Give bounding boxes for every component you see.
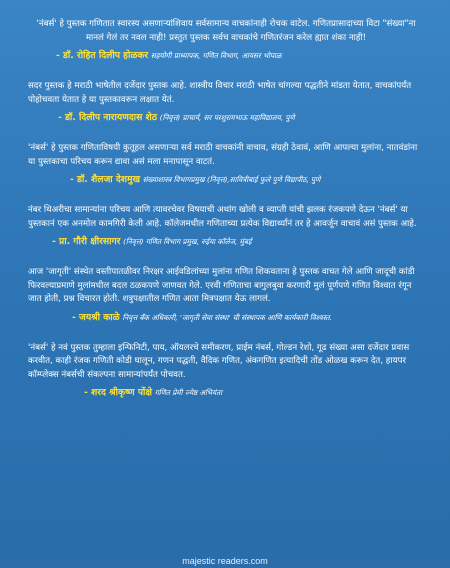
testimonial-attribution: [28, 173, 424, 186]
testimonial-text: 'नंबर्स' हे पुस्तक गणिताविषयी कुतूहल असणाऱ्या सर्व मराठी वाचकांनी वाचाव, संग्रही ठेवावं, आणि आपल्या मुलांना, नातवंडांना या पुस्तकाचा परिचय करून द्यावा असं मला मनापासून वाटतं.: [28, 143, 418, 167]
author-name: - डॉ. शैलजा देशमुख: [70, 174, 141, 185]
author-name: - डॉ. दिलीप नारायणदास शेठ: [58, 112, 158, 123]
author-description: गणित प्रेमी ज्येष्ठ अभियंता: [154, 388, 223, 397]
testimonial-5: [28, 266, 424, 324]
author-name: - जयश्री काळे: [72, 311, 120, 323]
author-name: - शरद श्रीकृष्ण पोंक्षे: [84, 387, 153, 398]
testimonial-1: [28, 18, 424, 62]
testimonial-text: नंबर थिअरीचा सामान्यांना परिचय आणि त्यावरचेवर विषयाची अथांग खोली व व्याप्ती यांची झलक रंजकपणे देऊन 'नंबर्स' या पुस्तकानं एक अनमोल कामगिरी केली आहे. कॉलेजमधील गणिताच्या प्रत्येक विद्यार्थ्यांनं तर हे आवर्जून वाचावं असं पुस्तक आहे.: [28, 205, 417, 229]
author-description: सहयोगी प्राध्यापक, गणित विभाग, आयसर भोपाळ: [150, 51, 282, 60]
testimonial-attribution: [28, 235, 424, 248]
testimonial-attribution: [28, 111, 424, 124]
testimonial-4: [28, 204, 424, 248]
author-name: - डॉ. रोहित दिलीप होळकर: [56, 50, 149, 61]
testimonial-text: सदर पुस्तक हे मराठी भाषेतील दर्जेदार पुस्तक आहे. शास्त्रीय विचार मराठी भाषेत चांगल्या पद्धतीने मांडता येतात, वाचकांपर्यंत पोहोचवता येतात हे या पुस्तकावरून लक्षात येतं.: [28, 81, 412, 105]
publisher-url: majestic readers.com: [182, 556, 268, 566]
testimonial-3: [28, 142, 424, 186]
author-description: (निवृत्त) प्राचार्य, सर परशुरामभाऊ महाविद्यालय, पुणे: [159, 113, 295, 122]
testimonial-attribution: [28, 386, 424, 399]
testimonial-attribution: [28, 49, 424, 62]
testimonial-attribution: [28, 311, 424, 324]
testimonial-2: [28, 80, 424, 124]
testimonial-text: 'नंबर्स' हे नवं पुस्तक तुम्हाला इन्फिनिटी, पाय, ऑयलरचे समीकरण, प्राईम नंबर्स, गोल्डन रेशो, गूढ संख्या असा दर्जेदार प्रवास करवीत, काही रंजक गणिती कोडी घालून, गणन पद्धती, वैदिक गणित, अंकगणित इत्यादिची तोंड ओळख करून देत, हायपर कॉम्प्लेक्स नंबर्सची संकल्पना सामान्यांपर्यंत पोचवत.: [28, 342, 410, 380]
author-name: - प्रा. गौरी क्षीरसागर: [52, 236, 121, 247]
author-description: निवृत्त बँक अधिकारी, 'जागृती सेवा संस्था' ची संस्थापक आणि कार्यकारी विश्वस्त.: [122, 312, 332, 322]
author-description: (निवृत्त) गणित विभाग प्रमुख, रुईया कॉलेज, मुंबई: [123, 237, 252, 246]
author-description: संख्याशास्त्र विभागप्रमुख (निवृत्त),सावित्रीबाई फुले पुणे विद्यापीठ, पुणे: [142, 175, 321, 184]
testimonial-text: आज 'जागृती' संस्थेत वस्तीपातळीवर निरक्षर आईवडिलांच्या मुलांना गणित शिकवताना हे पुस्तक वाचत गेले आणि जादूची कांडी फिरवल्याप्रमाणे मुलांमधील बदल ठळकपणे जाणवत गेले. एरवी गणिताचा बागुलबुवा करणारी मुलं पूर्णपणे गणित विश्वात रंगून जात होती, प्रश्न विचारत होती. शत्रुपक्षातील गणित आता मित्रपक्षात येऊ लागलं.: [28, 267, 415, 304]
testimonial-text: 'नंबर्स' हे पुस्तक गणितात स्वारस्य असणाऱ्यांशिवाय सर्वसामान्य वाचकांनाही रोचक वाटेल. गणितप्रासादाच्या विटा "संख्या"ना मानलं गेलं तर नवल नाही! प्रस्तुत पुस्तक सर्वच वाचकांचे गणितरंजन करेल ह्यात शंका नाही!: [36, 19, 416, 43]
testimonial-6: [28, 342, 424, 400]
